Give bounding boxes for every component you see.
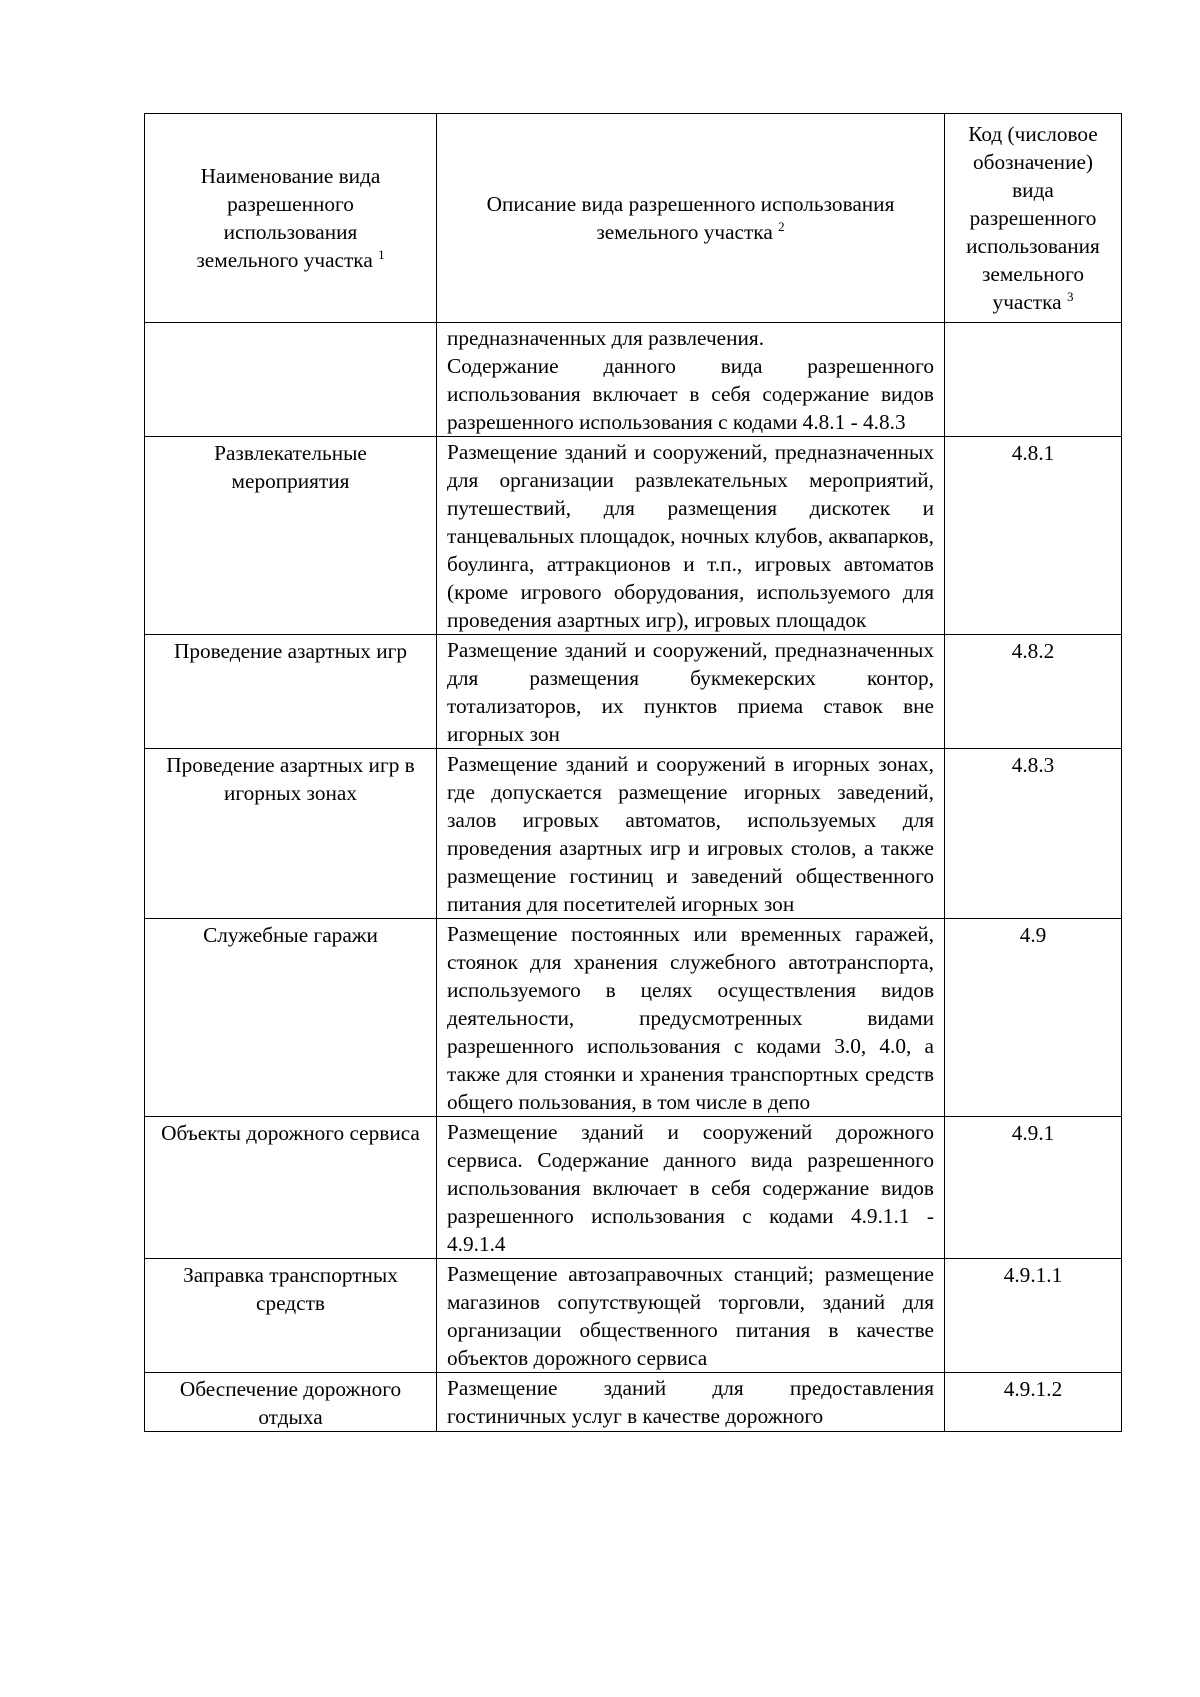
use-name-cell: Заправка транспортных средств <box>145 1259 437 1373</box>
use-description-cell <box>437 323 945 437</box>
description-paragraph: Размещение зданий и сооружений в игорных зонах, где допускается размещение игорных заведений, залов игровых автоматов, используемых для проведения азартных игр и игровых столов, а также размещение гостиниц и заведений общественного питания для посетителей игорных зон <box>447 752 934 916</box>
use-name-cell <box>145 323 437 437</box>
header-code: Код (числовое обозначение) вида разрешенного использования земельного участка $^3$ <box>945 114 1122 323</box>
use-description-cell <box>437 919 945 1117</box>
header-name: Наименование вида разрешенного использования земельного участка $^1$ <box>145 114 437 323</box>
use-description-cell <box>437 1259 945 1373</box>
description-paragraph: Размещение зданий для предоставления гостиничных услуг в качестве дорожного <box>447 1376 934 1428</box>
use-code-cell: 4.9.1.2 <box>945 1373 1122 1432</box>
description-paragraph: Содержание данного вида разрешенного использования включает в себя содержание видов разрешенного использования с кодами 4.8.1 - 4.8.3 <box>447 354 934 434</box>
footnote-ref: 1 <box>378 246 385 262</box>
header-description: Описание вида разрешенного использования земельного участка $^2$ <box>437 114 945 323</box>
table-row <box>145 437 1122 635</box>
use-code-cell: 4.8.1 <box>945 437 1122 635</box>
use-description-cell <box>437 1117 945 1259</box>
table-row <box>145 749 1122 919</box>
description-paragraph: Размещение зданий и сооружений, предназначенных для организации развлекательных мероприятий, путешествий, для размещения дискотек и танцевальных площадок, ночных клубов, аквапарков, боулинга, аттракционов и т.п., игровых автоматов (кроме игрового оборудования, используемого для проведения азартных игр), игровых площадок <box>447 440 934 632</box>
use-code-cell: 4.9.1 <box>945 1117 1122 1259</box>
use-name-cell: Проведение азартных игр <box>145 635 437 749</box>
use-description-cell <box>437 635 945 749</box>
use-description-cell <box>437 437 945 635</box>
use-description-cell <box>437 749 945 919</box>
use-name-cell: Объекты дорожного сервиса <box>145 1117 437 1259</box>
table-row <box>145 635 1122 749</box>
table-row <box>145 1259 1122 1373</box>
use-name-cell: Развлекательные мероприятия <box>145 437 437 635</box>
description-paragraph: Размещение постоянных или временных гаражей, стоянок для хранения служебного автотранспорта, используемого в целях осуществления видов деятельности, предусмотренных видами разрешенного использования с кодами 3.0, 4.0, а также для стоянки и хранения транспортных средств общего пользования, в том числе в депо <box>447 922 934 1114</box>
description-paragraph: Размещение автозаправочных станций; размещение магазинов сопутствующей торговли, зданий для организации общественного питания в качестве объектов дорожного сервиса <box>447 1262 934 1370</box>
use-code-cell: 4.9.1.1 <box>945 1259 1122 1373</box>
use-code-cell <box>945 323 1122 437</box>
use-code-cell: 4.8.3 <box>945 749 1122 919</box>
table-row <box>145 1373 1122 1432</box>
table-row <box>145 323 1122 437</box>
use-name-cell: Проведение азартных игр в игорных зонах <box>145 749 437 919</box>
land-use-table <box>144 113 1122 1432</box>
use-name-cell: Обеспечение дорожного отдыха <box>145 1373 437 1432</box>
table-header-row <box>145 114 1122 323</box>
table-row <box>145 1117 1122 1259</box>
footnote-ref: 3 <box>1066 288 1074 304</box>
use-code-cell: 4.8.2 <box>945 635 1122 749</box>
table-body <box>145 323 1122 1432</box>
use-description-cell <box>437 1373 945 1432</box>
use-name-cell: Служебные гаражи <box>145 919 437 1117</box>
description-paragraph: Размещение зданий и сооружений дорожного сервиса. Содержание данного вида разрешенного использования включает в себя содержание видов разрешенного использования с кодами 4.9.1.1 - 4.9.1.4 <box>447 1120 934 1256</box>
footnote-ref: 2 <box>778 218 785 234</box>
description-paragraph: предназначенных для развлечения. <box>447 326 765 350</box>
use-code-cell: 4.9 <box>945 919 1122 1117</box>
table-row <box>145 919 1122 1117</box>
description-paragraph: Размещение зданий и сооружений, предназначенных для размещения букмекерских контор, тотализаторов, их пунктов приема ставок вне игорных зон <box>447 638 934 746</box>
